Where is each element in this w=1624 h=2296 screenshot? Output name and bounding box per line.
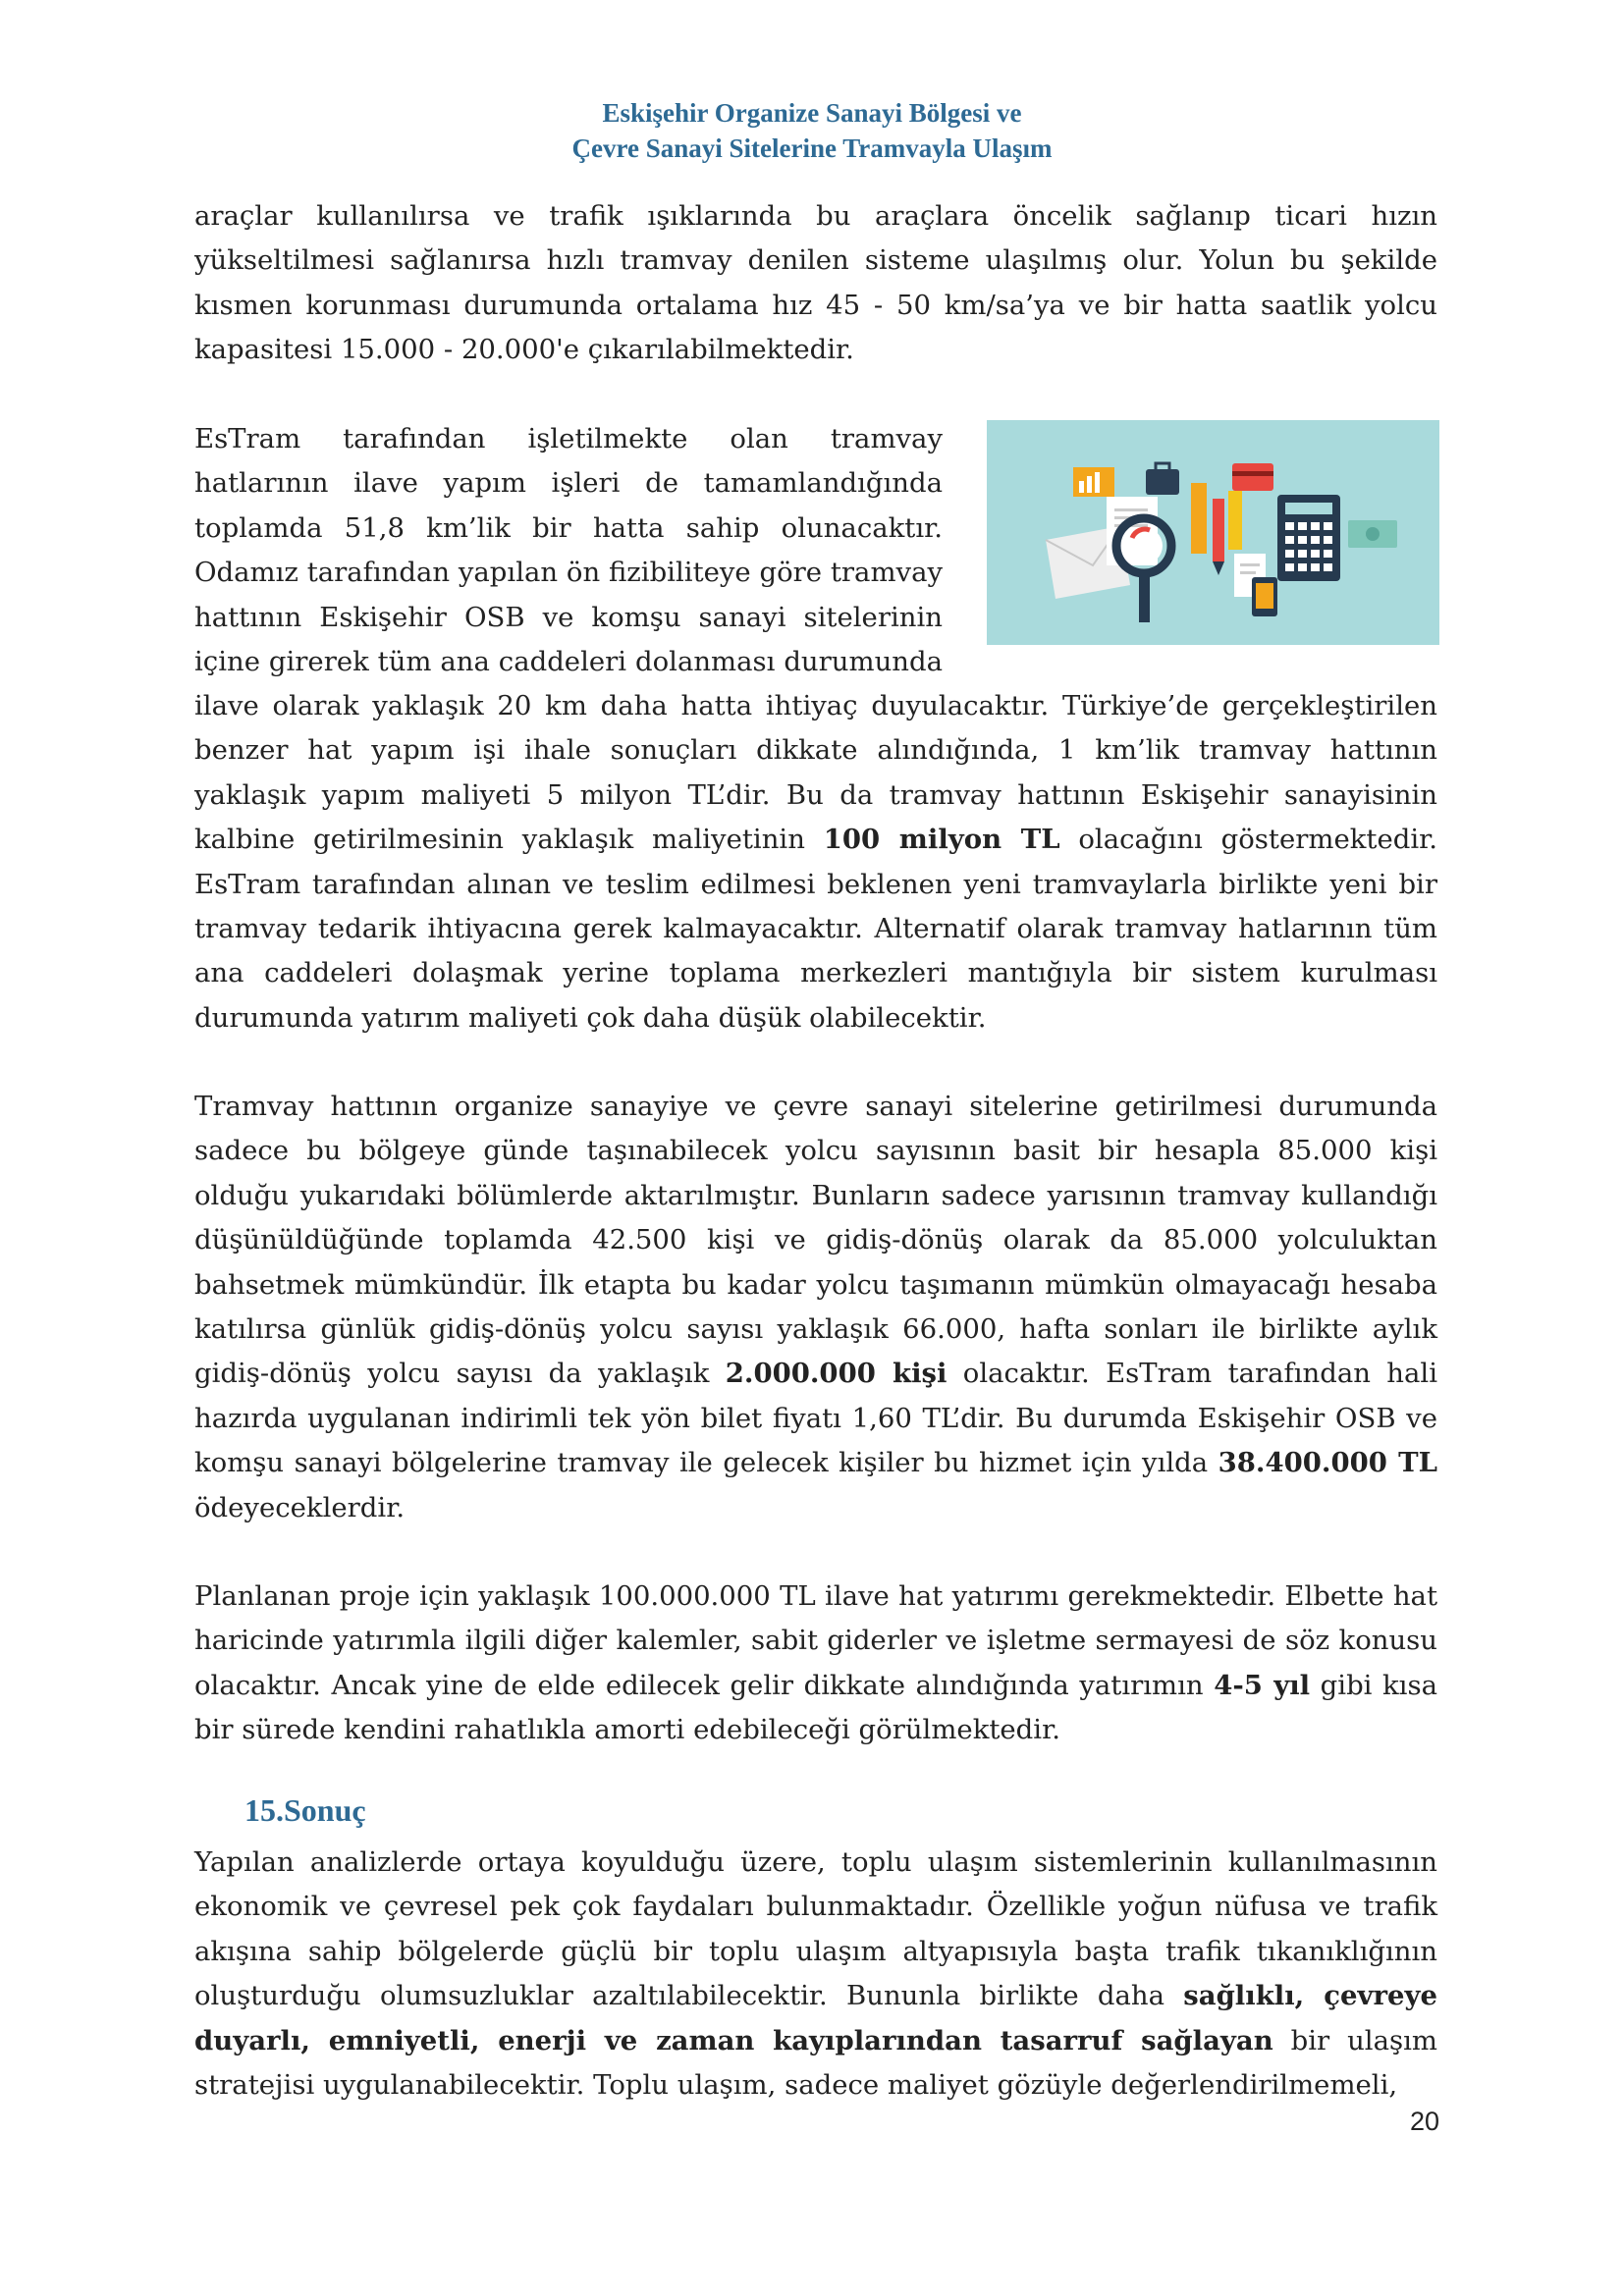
paragraph-5-bold: sağlıklı, çevreye duyarlı, emniyetli, enerji ve zaman kayıplarından tasarruf sağlayan [194, 1980, 1437, 2056]
paragraph-2-line: hattının Eskişehir OSB ve komşu sanayi sitelerinin [194, 601, 943, 633]
paragraph-2-text: ilave olarak yaklaşık 20 km daha hatta ihtiyaç duyulacaktır. Türkiye’de gerçekleştirilen benzer hat yapım işi ihale sonuçları dikkate alındığında, 1 km’lik tramvay hattının yaklaşık yapım maliyeti 5 milyon TL’dir. Bu da tramvay hattının Eskişehir sanayisinin kalbine getirilmesinin yaklaşık maliyetinin [194, 690, 1437, 856]
paragraph-3-text: Tramvay hattının organize sanayiye ve çevre sanayi sitelerine getirilmesi durumunda sadece bu bölgeye günde taşınabilecek yolcu sayısının basit bir hesapla 85.000 kişi olduğu yukarıdaki bölümlerde aktarılmıştır. Bunların sadece yarısının tramvay kullandığı düşünüldüğünde toplamda 42.500 kişi ve gidiş-dönüş olarak da 85.000 yolculuktan bahsetmek mümkündür. İlk etapta bu kadar yolcu taşımanın mümkün olmayacağı hesaba katılırsa günlük gidiş-dönüş yolcu sayısı yaklaşık 66.000, hafta sonları ile birlikte aylık gidiş-dönüş yolcu sayısı da yaklaşık [194, 1091, 1437, 1390]
paragraph-4-bold: 4-5 yıl [1214, 1669, 1311, 1701]
header-title-line1: Eskişehir Organize Sanayi Bölgesi ve [602, 98, 1022, 128]
paragraph-2-line: Odamız tarafından yapılan ön fizibiliteye göre tramvay [194, 557, 943, 589]
paragraph-5-text-end: bir ulaşım stratejisi uygulanabilecektir. Toplu ulaşım, sadece maliyet gözüyle değerlendirilmemeli, [194, 2024, 1437, 2102]
paragraph-5-text: Yapılan analizlerde ortaya koyulduğu üzere, toplu ulaşım sistemlerinin kullanılmasının ekonomik ve çevresel pek çok faydaları bulunmaktadır. Özellikle yoğun nüfusa ve trafik akışına sahip bölgelerde güçlü bir toplu ulaşım altyapısıyla başta trafik tıkanıklığının oluşturduğu olumsuzluklar azaltılabilecektir. Bununla birlikte daha [194, 1846, 1437, 2012]
paragraph-1: araçlar kullanılırsa ve trafik ışıklarında bu araçlara öncelik sağlanıp ticari hızın yükseltilmesi sağlanırsa hızlı tramvay denilen sisteme ulaşılmış olur. Yolun bu şekilde kısmen korunması durumunda ortalama hız 45 - 50 km/sa’ya ve bir hatta saatlik yolcu kapasitesi 15.000 - 20.000'e çıkarılabilmektedir. [194, 200, 1437, 366]
paragraph-3-bold-amount: 38.400.000 TL [1218, 1447, 1437, 1479]
paragraph-5 [194, 1841, 1437, 2108]
illustration-svg [987, 420, 1439, 645]
header-title-line2: Çevre Sanayi Sitelerine Tramvayla Ulaşım [571, 133, 1053, 163]
paragraph-2-line: hatlarının ilave yapım işleri de tamamlandığında [194, 467, 943, 500]
section-heading [244, 1790, 366, 1830]
paragraph-4 [194, 1575, 1437, 1753]
paragraph-2-line: EsTram tarafından işletilmekte olan tramvay [194, 423, 943, 454]
page-number: 20 [1409, 2107, 1439, 2136]
smartphone-icon [1252, 577, 1277, 616]
paragraph-2-line: toplamda 51,8 km’lik bir hatta sahip olunacaktır. [194, 511, 943, 544]
paragraph-2-wrapped [194, 417, 943, 684]
paragraph-2-line: içine girerek tüm ana caddeleri dolanması durumunda [194, 646, 943, 678]
paragraph-4-text-end: gibi kısa bir sürede kendini rahatlıkla amorti edebileceği görülmektedir. [194, 1669, 1437, 1746]
cash-icon [1348, 520, 1397, 548]
section-title: Sonuç [284, 1792, 366, 1828]
paragraph-3-text-end: ödeyeceklerdir. [194, 1491, 406, 1523]
business-icons-illustration [987, 420, 1439, 645]
section-number: 15. [244, 1792, 284, 1828]
paragraph-4-text: Planlanan proje için yaklaşık 100.000.000 TL ilave hat yatırımı gerekmektedir. Elbette hat haricinde yatırımla ilgili diğer kalemler, sabit giderler ve işletme sermayesi de söz konusu olacaktır. Ancak yine de elde edilecek gelir dikkate alındığında yatırımın [194, 1580, 1437, 1701]
bar-chart-icon [1073, 467, 1114, 497]
paragraph-3 [194, 1085, 1437, 1530]
briefcase-icon [1146, 463, 1179, 495]
paragraph-2-continued [194, 684, 1437, 1041]
paragraph-2-bold: 100 milyon TL [823, 824, 1060, 856]
credit-card-icon [1232, 463, 1273, 491]
paragraph-3-bold-passengers: 2.000.000 kişi [725, 1358, 947, 1390]
paragraph-3-text-mid: olacaktır. EsTram tarafından hali hazırda uygulanan indirimli tek yön bilet fiyatı 1,60 TL’dir. Bu durumda Eskişehir OSB ve komşu sanayi bölgelerine tramvay ile gelecek kişiler bu hizmet için yılda [194, 1358, 1437, 1479]
calculator-icon [1277, 495, 1340, 581]
paragraph-2-text-end: olacağını göstermektedir. EsTram tarafından alınan ve teslim edilmesi beklenen yeni tramvaylarla birlikte yeni bir tramvay tedarik ihtiyacına gerek kalmayacaktır. Alternatif olarak tramvay hatlarının tüm ana caddeleri dolaşmak yerine toplama merkezleri mantığıyla bir sistem kurulması durumunda yatırım maliyeti çok daha düşük olabilecektir. [194, 824, 1437, 1034]
